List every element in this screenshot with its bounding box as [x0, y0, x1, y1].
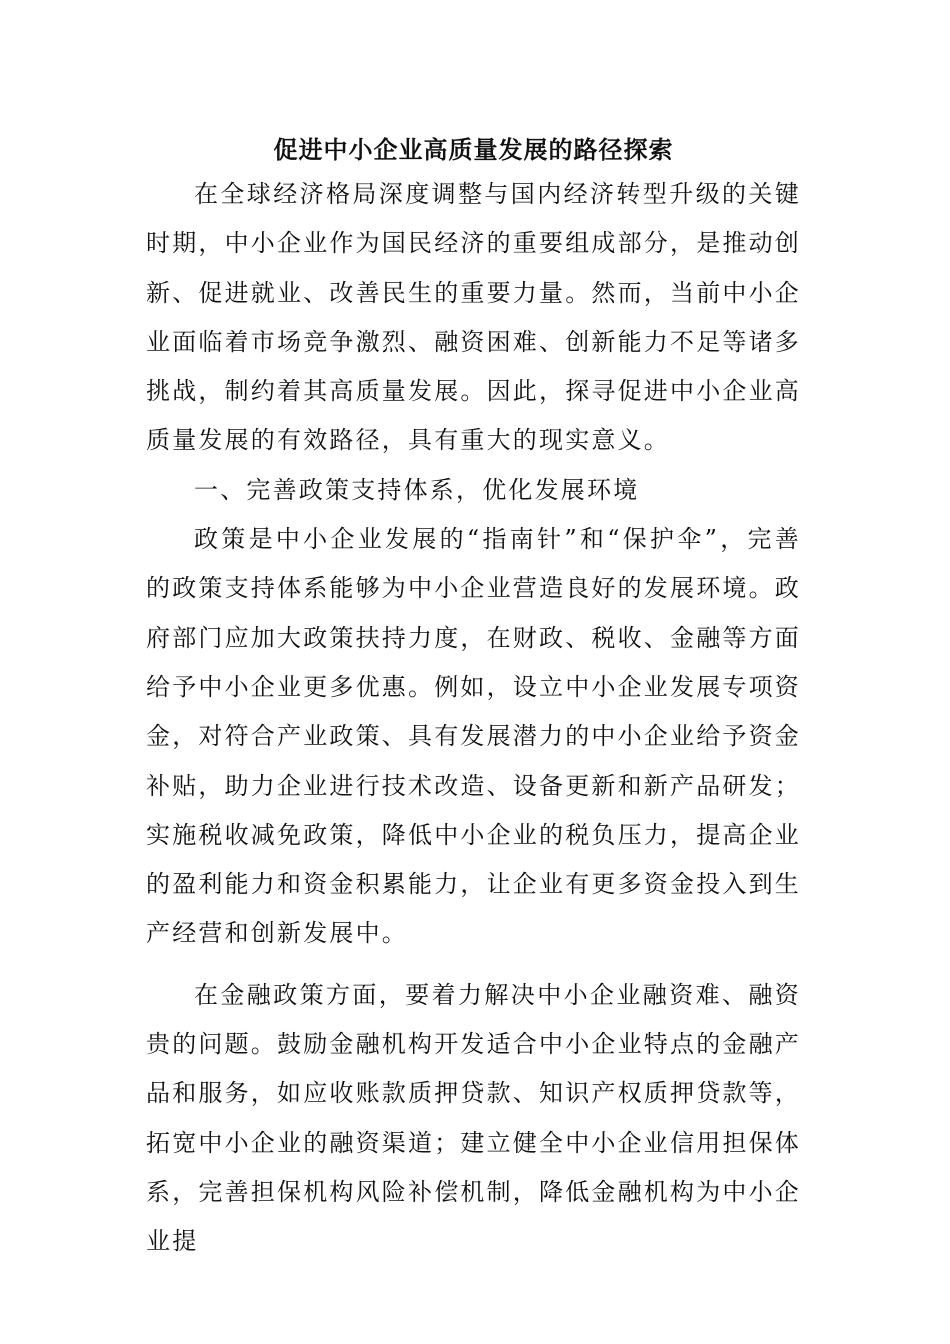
section-1-paragraph-2: 在金融政策方面，要着力解决中小企业融资难、融资贵的问题。鼓励金融机构开发适合中小企业特点的金融产品和服务，如应收账款质押贷款、知识产权质押贷款等，拓宽中小企业的融资渠道；建立健全中小企业信用担保体系，完善担保机构风险补偿机制，降低金融机构为中小企业提	[146, 980, 801, 1256]
intro-paragraph: 在全球经济格局深度调整与国内经济转型升级的关键时期，中小企业作为国民经济的重要组成部分，是推动创新、促进就业、改善民生的重要力量。然而，当前中小企业面临着市场竞争激烈、融资困难、创新能力不足等诸多挑战，制约着其高质量发展。因此，探寻促进中小企业高质量发展的有效路径，具有重大的现实意义。	[146, 180, 801, 455]
document-title: 促进中小企业高质量发展的路径探索	[273, 135, 674, 164]
document-body	[146, 130, 801, 1267]
section-1-paragraph-1: 政策是中小企业发展的“指南针”和“保护伞”，完善的政策支持体系能够为中小企业营造良好的发展环境。政府部门应加大政策扶持力度，在财政、税收、金融等方面给予中小企业更多优惠。例如，设立中小企业发展专项资金，对符合产业政策、具有发展潜力的中小企业给予资金补贴，助力企业进行技术改造、设备更新和新产品研发；实施税收减免政策，降低中小企业的税负压力，提高企业的盈利能力和资金积累能力，让企业有更多资金投入到生产经营和创新发展中。	[146, 525, 801, 948]
section-heading-1: 一、完善政策支持体系，优化发展环境	[194, 475, 640, 504]
